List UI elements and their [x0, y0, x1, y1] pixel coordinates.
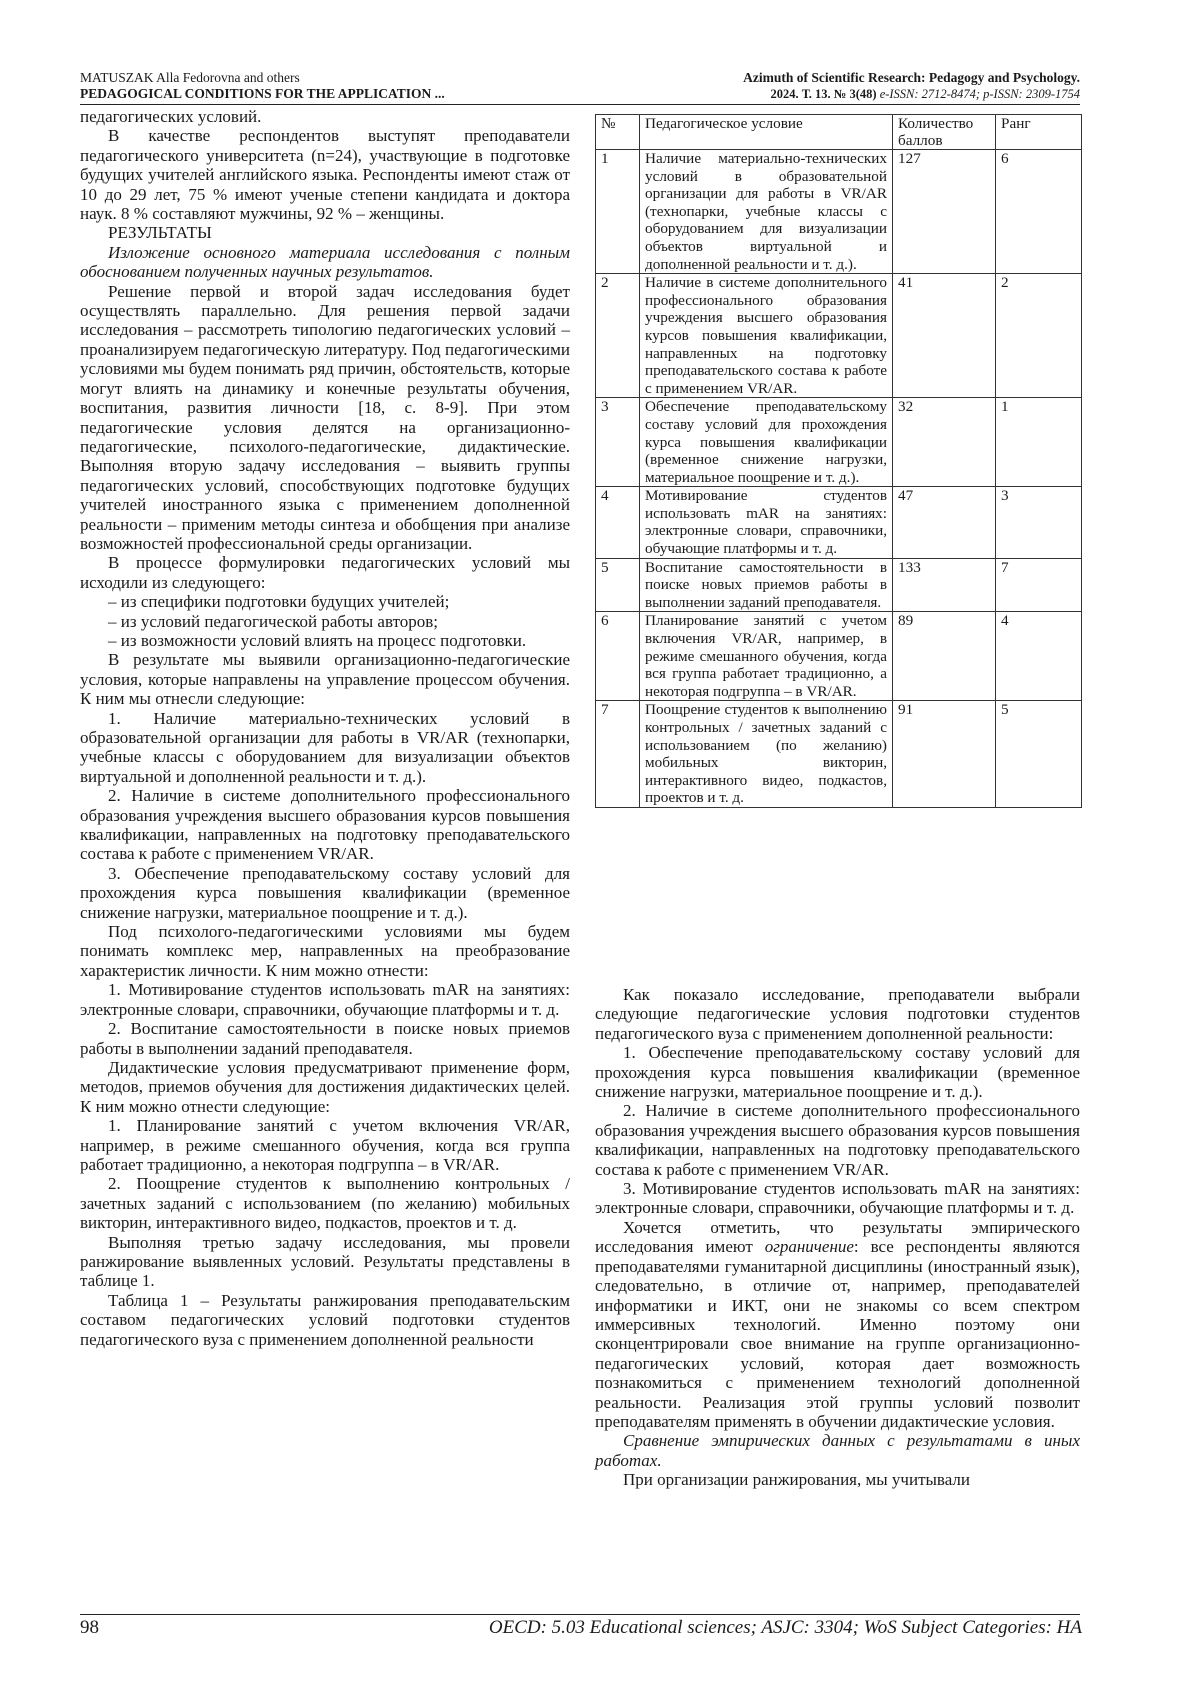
cell-rank: 6	[996, 150, 1082, 274]
cell-number: 5	[596, 558, 640, 612]
cell-condition: Обеспечение преподавательскому составу условий для прохождения курса повышения квалификации (временное снижение нагрузки, материальное поощрение и т. д.).	[640, 398, 893, 487]
paragraph: При организации ранжирования, мы учитывали	[623, 1470, 970, 1490]
paragraph: Решение первой и второй задач исследования будет осуществлять параллельно. Для решения первой задачи исследования – рассмотреть типологию педагогических условий – проанализируем педагогическую литературу. Под педагогическими условиями мы будем понимать ряд причин, обстоятельств, которые могут влиять на динамику и конечные результаты обучения, воспитания, развития личности [18, с. 8-9]. При этом педагогические условия делятся на организационно-педагогические, психолого-педагогические, дидактические. Выполняя вторую задачу исследования – выявить группы педагогических условий, способствующих подготовке будущих учителей иностранного языка с применением дополненной реальности – применим методы синтеза и обобщения при анализе возможностей профессиональной среды организации.	[80, 281, 570, 553]
cell-number: 2	[596, 274, 640, 398]
right-column	[595, 985, 1080, 1490]
list-item: 1. Обеспечение преподавательскому составу условий для прохождения курса повышения квалификации (временное снижение нагрузки, материальное поощрение и т. д.).	[595, 1043, 1080, 1102]
cell-condition: Наличие материально-технических условий в образовательной организации для работы в VR/AR (технопарки, учебные классы с оборудованием для визуализации объектов виртуальной и дополненной реальности и т. д.).	[640, 150, 893, 274]
paragraph: В результате мы выявили организационно-педагогические условия, которые направлены на управление процессом обучения. К ним мы отнесли следующие:	[80, 650, 570, 709]
section-subheading: Изложение основного материала исследования с полным обоснованием полученных научных результатов.	[80, 242, 570, 282]
cell-rank: 2	[996, 274, 1082, 398]
header-article-title: PEDAGOGICAL CONDITIONS FOR THE APPLICATION ...	[80, 86, 445, 101]
cell-condition: Поощрение студентов к выполнению контрольных / зачетных заданий с использованием (по желанию) мобильных викторин, интерактивного видео, подкастов, проектов и т. д.	[640, 701, 893, 808]
table-row	[596, 558, 1082, 612]
ranking-table	[595, 114, 1082, 808]
cell-condition: Воспитание самостоятельности в поиске новых приемов работы в выполнении заданий преподавателя.	[640, 558, 893, 612]
cell-score: 41	[893, 274, 996, 398]
left-column	[80, 107, 570, 1349]
column-header-rank: Ранг	[996, 115, 1082, 150]
list-item: 2. Воспитание самостоятельности в поиске новых приемов работы в выполнении заданий преподавателя.	[80, 1019, 570, 1058]
cell-rank: 3	[996, 487, 1082, 558]
paragraph: Под психолого-педагогическими условиями мы будем понимать комплекс мер, направленных на преобразование характеристик личности. К ним можно отнести:	[80, 922, 570, 980]
footer-classification: OECD: 5.03 Educational sciences; ASJC: 3304; WoS Subject Categories: HA	[488, 1617, 1082, 1638]
table-row	[596, 274, 1082, 398]
paragraph: Выполняя третью задачу исследования, мы провели ранжирование выявленных условий. Результаты представлены в таблице 1.	[80, 1232, 570, 1291]
list-item: 2. Наличие в системе дополнительного профессионального образования учреждения высшего образования курсов повышения квалификации, направленных на подготовку преподавательского состава к работе с применением VR/AR.	[80, 786, 570, 864]
list-item: 3. Мотивирование студентов использовать mAR на занятиях: электронные словари, справочники, обучающие платформы и т. д.	[595, 1179, 1080, 1218]
header-authors: MATUSZAK Alla Fedorovna and others	[80, 70, 300, 85]
text-run: : все респонденты являются преподавателями гуманитарной дисциплины (иностранный язык), следовательно, в отличие от, например, преподавателей информатики и ИКТ, они не знакомы со всем спектром иммерсивных технологий. Именно поэтому они сконцентрировали свое внимание на группе организационно-педагогических условий, которая дает возможность познакомиться с применением технологий дополненной реальности. Реализация этой группы условий позволит преподавателям применять в обучении дидактические условия.	[595, 1237, 1080, 1431]
column-header-score: Количество баллов	[893, 115, 996, 150]
header-issn: e-ISSN: 2712-8474; p-ISSN: 2309-1754	[876, 87, 1080, 101]
cell-rank: 4	[996, 612, 1082, 701]
header-issue	[560, 86, 1080, 102]
cell-score: 32	[893, 398, 996, 487]
cell-condition: Планирование занятий с учетом включения VR/AR, например, в режиме смешанного обучения, когда вся группа работает традиционно, а некоторая подгруппа – в VR/AR.	[640, 612, 893, 701]
page-number: 98	[80, 1617, 99, 1638]
running-header-left	[80, 70, 600, 102]
emphasis-limitation: ограничение	[764, 1237, 854, 1257]
cell-number: 7	[596, 701, 640, 808]
cell-score: 89	[893, 612, 996, 701]
cell-number: 6	[596, 612, 640, 701]
header-issue-number: 2024. Т. 13. № 3(48)	[770, 87, 877, 101]
cell-rank: 5	[996, 701, 1082, 808]
table-row	[596, 150, 1082, 274]
section-subheading-comparison: Сравнение эмпирических данных с результатами в иных работах.	[595, 1431, 1080, 1470]
header-rule	[80, 104, 1080, 105]
list-item: – из возможности условий влиять на процесс подготовки.	[108, 630, 527, 650]
list-item: 1. Наличие материально-технических условий в образовательной организации для работы в VR/AR (технопарки, учебные классы с оборудованием для визуализации объектов виртуальной и дополненной реальности и т. д.).	[80, 708, 570, 786]
table-row	[596, 701, 1082, 808]
cell-score: 47	[893, 487, 996, 558]
cell-number: 1	[596, 150, 640, 274]
paragraph: педагогических условий.	[80, 107, 262, 126]
table-row	[596, 487, 1082, 558]
section-heading-results: РЕЗУЛЬТАТЫ	[108, 223, 212, 243]
list-item: 1. Планирование занятий с учетом включения VR/AR, например, в режиме смешанного обучения, когда вся группа работает традиционно, а некоторая подгруппа – в VR/AR.	[80, 1116, 570, 1174]
list-item: 1. Мотивирование студентов использовать mAR на занятиях: электронные словари, справочники, обучающие платформы и т. д.	[80, 980, 570, 1019]
paragraph-limitation	[595, 1218, 1080, 1431]
cell-score: 127	[893, 150, 996, 274]
cell-number: 3	[596, 398, 640, 487]
column-header-condition: Педагогическое условие	[640, 115, 893, 150]
cell-condition: Мотивирование студентов использовать mAR на занятиях: электронные словари, справочники, обучающие платформы и т. д.	[640, 487, 893, 558]
table-row	[596, 612, 1082, 701]
cell-number: 4	[596, 487, 640, 558]
paragraph-respondents: В качестве респондентов выступят преподаватели педагогического университета (n=24), участвующие в подготовке будущих учителей английского языка. Респонденты имеют стаж от 10 до 29 лет, 75 % имеют ученые степени кандидата и доктора наук. 8 % составляют мужчины, 92 % – женщины.	[80, 126, 570, 224]
header-journal-name: Azimuth of Scientific Research: Pedagogy and Psychology.	[743, 70, 1080, 85]
list-item: 3. Обеспечение преподавательскому составу условий для прохождения курса повышения квалификации (временное снижение нагрузки, материальное поощрение и т. д.).	[80, 863, 570, 922]
paragraph: Как показало исследование, преподаватели выбрали следующие педагогические условия подготовки студентов педагогического вуза с применением дополненной реальности:	[595, 985, 1080, 1043]
list-item: 2. Поощрение студентов к выполнению контрольных / зачетных заданий с использованием (по желанию) мобильных викторин, интерактивного видео, подкастов, проектов и т. д.	[80, 1174, 570, 1233]
text-run: Хочется отметить, что результаты эмпирического исследования имеют	[595, 1217, 1080, 1257]
table-row	[596, 398, 1082, 487]
list-item: – из условий педагогической работы авторов;	[108, 611, 439, 631]
cell-condition: Наличие в системе дополнительного профессионального образования учреждения высшего образования курсов повышения квалификации, направленных на подготовку преподавательского состава к работе с применением VR/AR.	[640, 274, 893, 398]
table-caption: Таблица 1 – Результаты ранжирования преподавательским составом педагогических условий подготовки студентов педагогического вуза с применением дополненной реальности	[80, 1290, 570, 1349]
cell-rank: 1	[996, 398, 1082, 487]
list-item: 2. Наличие в системе дополнительного профессионального образования учреждения высшего образования курсов повышения квалификации, направленных на подготовку преподавательского состава к работе с применением VR/AR.	[595, 1101, 1080, 1179]
paragraph: Дидактические условия предусматривают применение форм, методов, приемов обучения для достижения дидактических целей. К ним можно отнести следующие:	[80, 1057, 570, 1116]
table-header-row	[596, 115, 1082, 150]
column-header-number: №	[596, 115, 640, 150]
cell-rank: 7	[996, 558, 1082, 612]
cell-score: 133	[893, 558, 996, 612]
cell-score: 91	[893, 701, 996, 808]
footer-rule	[80, 1614, 1080, 1615]
running-header-right	[560, 70, 1080, 102]
paragraph: В процессе формулировки педагогических условий мы исходили из следующего:	[80, 553, 570, 592]
list-item: – из специфики подготовки будущих учителей;	[108, 592, 450, 612]
